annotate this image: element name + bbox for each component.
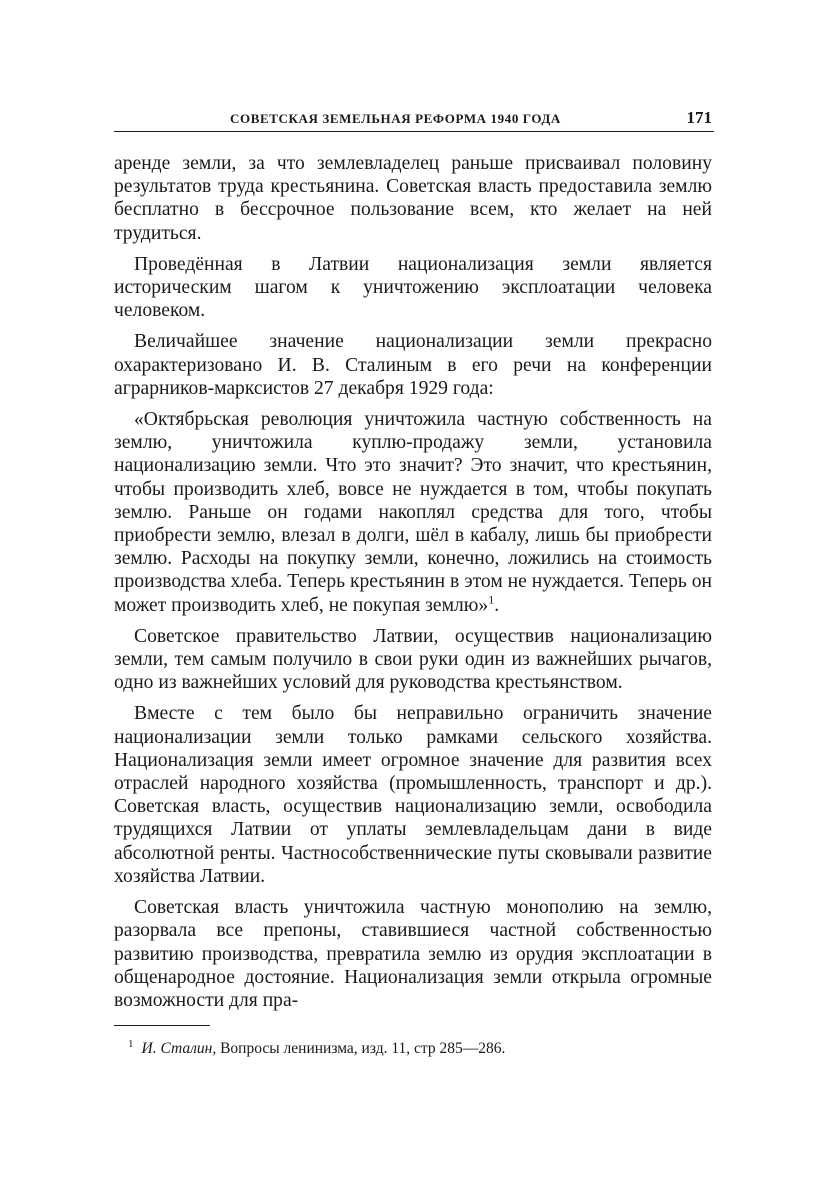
running-title: СОВЕТСКАЯ ЗЕМЕЛЬНАЯ РЕФОРМА 1940 ГОДА: [230, 111, 561, 126]
body-text: [114, 152, 712, 1020]
paragraph-7: Советская власть уничтожила частную монополию на землю, разорвала все препоны, ставившиеся частной собственностью развитию производства, превратила землю из орудия эксплоатации в общенародное достояние. Национализация земли открыла огромные возможности для пра-: [114, 897, 712, 1011]
footnote-author: И. Сталин,: [141, 1040, 217, 1058]
footnote-number: 1: [128, 1038, 134, 1050]
paragraph-3: Величайшее значение национализации земли прекрасно охарактеризовано И. В. Сталиным в его речи на конференции аграрников-марксистов 27 декабря 1929 года:: [114, 331, 712, 399]
page-number: 171: [686, 108, 712, 127]
page-header: [114, 104, 714, 134]
stalin-quote-text: «Октябрьская революция уничтожила частную собственность на землю, уничтожила куплю-продажу земли, установила национализацию земли. Что это значит? Это значит, что крестьянин, чтобы производить хлеб, вовсе не нуждается в том, чтобы покупать землю. Раньше он годами накоплял средства для того, чтобы приобрести землю, влезал в долги, шёл в кабалу, лишь бы приобрести землю. Расходы на покупку земли, конечно, ложились на стоимость производства хлеба. Теперь крестьянин в этом не нуждается. Теперь он может производить хлеб, не покупая землю»: [114, 409, 712, 616]
footnote: [128, 1034, 708, 1059]
header-rule: [114, 131, 714, 132]
stalin-quote: «Октябрьская революция уничтожила частную собственность на землю, уничтожила куплю-продажу земли, установила национализацию земли. Что это значит? Это значит, что крестьянин, чтобы производить хлеб, вовсе не нуждается в том, чтобы покупать землю. Раньше он годами накоплял средства для того, чтобы приобрести землю, влезал в долги, шёл в кабалу, лишь бы приобрести землю. Расходы на покупку земли, конечно, ложились на стоимость производства хлеба. Теперь крестьянин в этом не нуждается. Теперь он может производить хлеб, не покупая землю»$^1$.: [114, 409, 712, 616]
paragraph-5: Советское правительство Латвии, осуществив национализацию земли, тем самым получило в свои руки один из важнейших рычагов, одно из важнейших условий для руководства крестьянством.: [114, 625, 712, 694]
footnote-reference[interactable]: 1: [488, 592, 495, 607]
paragraph-1: аренде земли, за что землевладелец раньше присваивал половину результатов труда крестьянина. Советская власть предоставила землю бесплатно в бессрочное пользование всем, кто желает на ней трудиться.: [114, 153, 712, 244]
paragraph-6: Вместе с тем было бы неправильно ограничить значение национализации земли только рамками сельского хозяйства. Национализация земли имеет огромное значение для развития всех отраслей народного хозяйства (промышленность, транспорт и др.). Советская власть, осуществив национализацию земли, освободила трудящихся Латвии от уплаты землевладельцам дани в виде абсолютной ренты. Частнособственнические путы сковывали развитие хозяйства Латвии.: [114, 703, 712, 887]
footnote-text: Вопросы ленинизма, изд. 11, стр 285—286.: [216, 1040, 506, 1058]
paragraph-2: Проведённая в Латвии национализация земли является историческим шагом к уничтожению эксплоатации человека человеком.: [114, 253, 712, 322]
footnote-rule: [114, 1025, 210, 1026]
